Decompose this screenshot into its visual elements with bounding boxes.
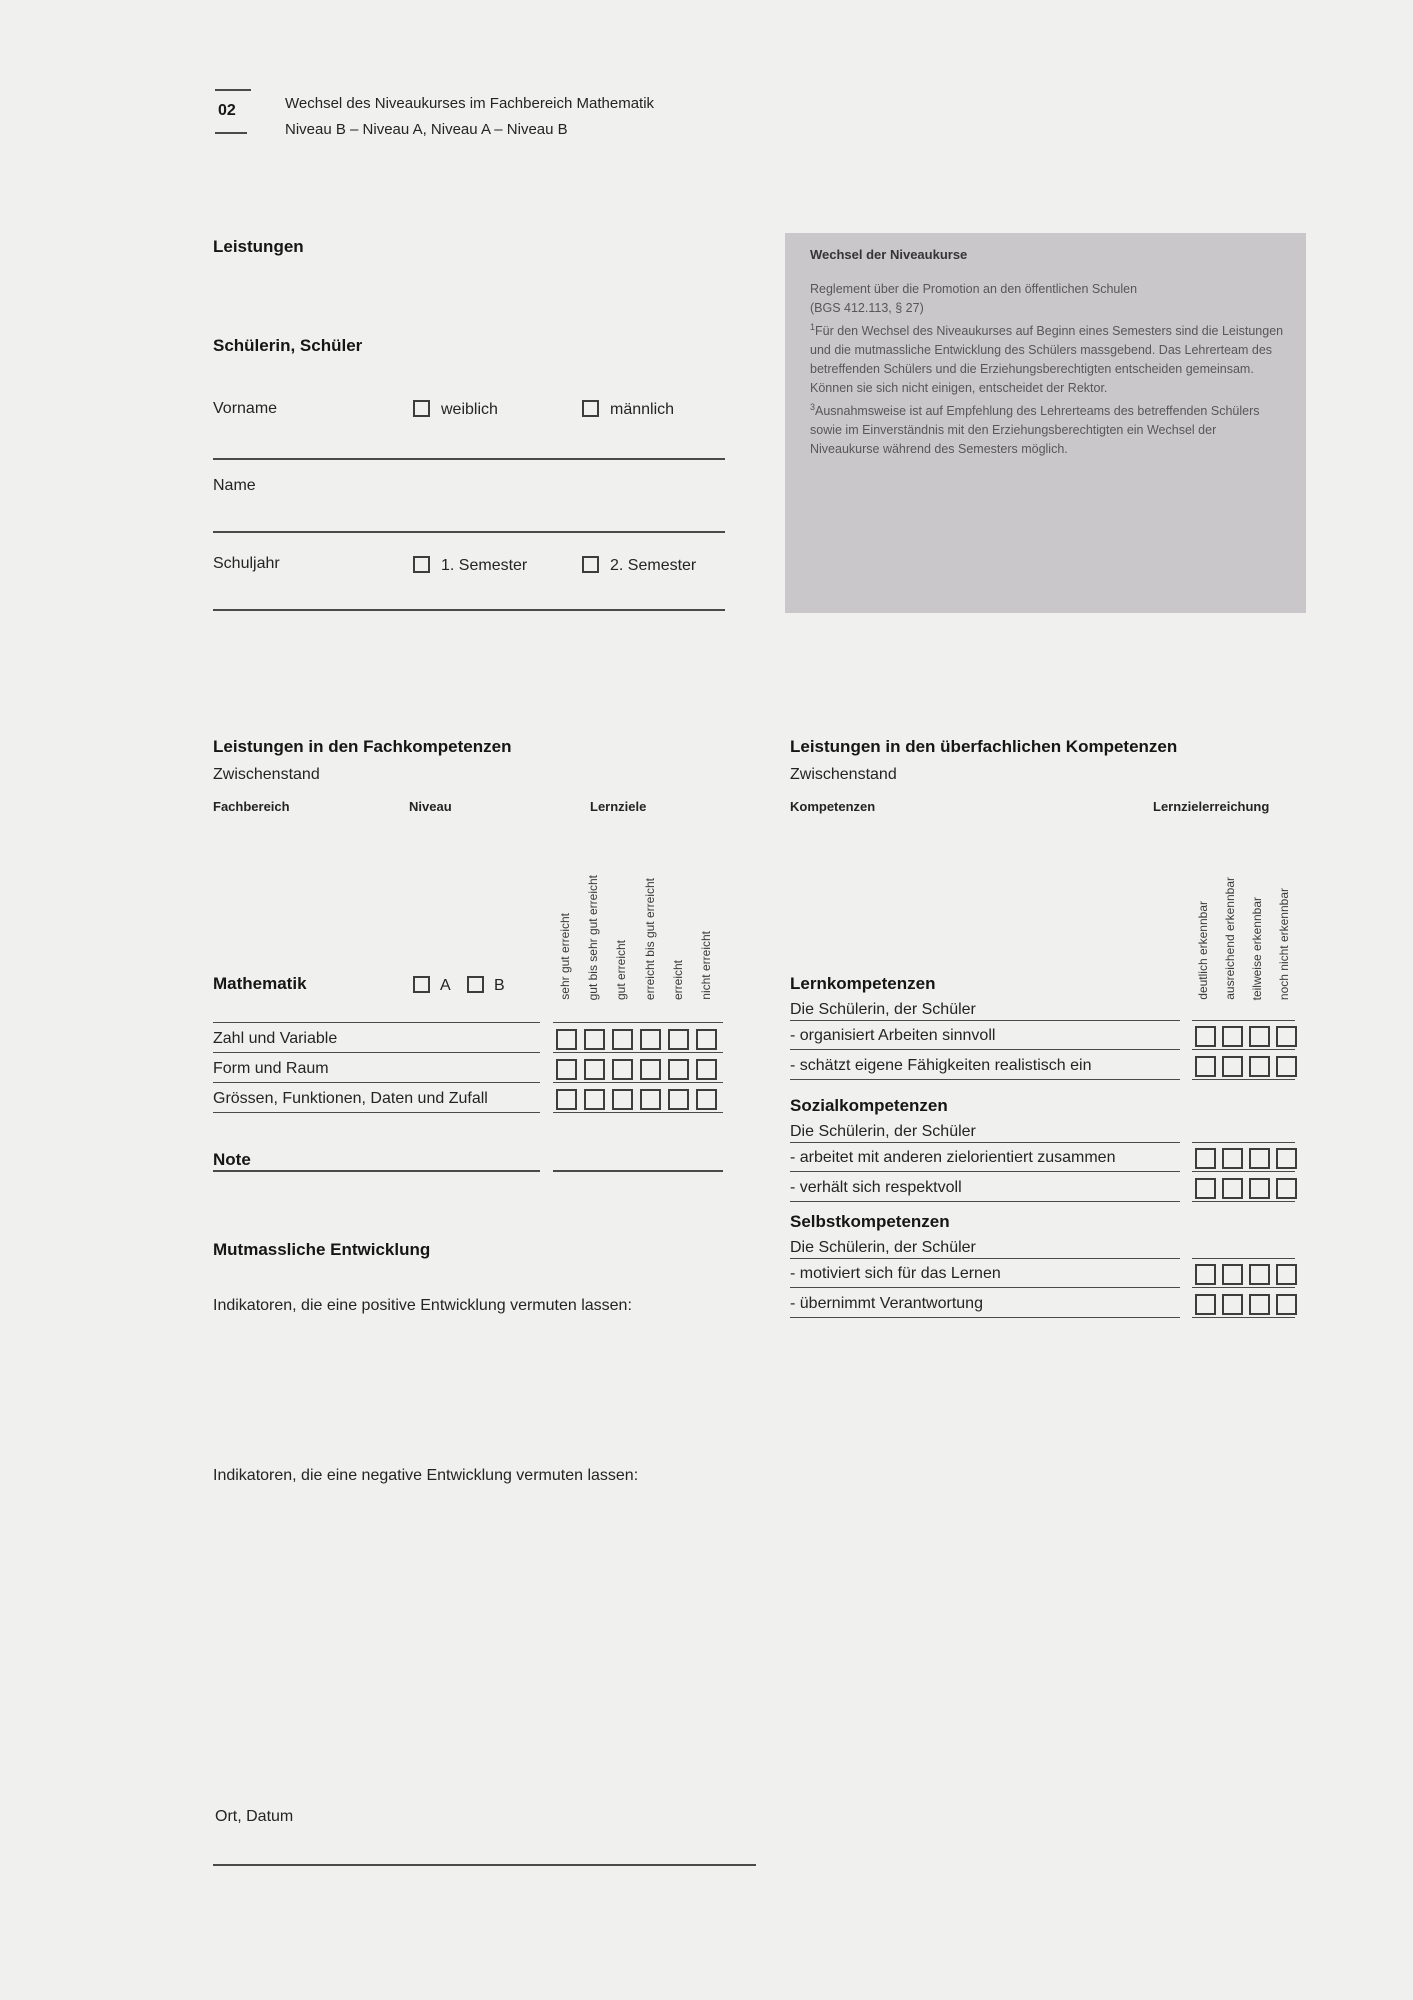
- page-title-line1: Wechsel des Niveaukurses im Fachbereich Mathematik: [285, 95, 655, 112]
- divider: [790, 1142, 1180, 1143]
- checkbox-semester-1[interactable]: [413, 556, 430, 573]
- divider: [790, 1201, 1180, 1202]
- divider: [553, 1052, 723, 1053]
- heading-leistungen: Leistungen: [213, 237, 304, 256]
- divider: [213, 1052, 540, 1053]
- col-header-niveau: Niveau: [409, 799, 452, 814]
- schuljahr-line[interactable]: [213, 609, 725, 611]
- checkbox[interactable]: [556, 1029, 577, 1050]
- subheading-zwischenstand-rechts: Zwischenstand: [790, 766, 897, 783]
- checkbox[interactable]: [1195, 1264, 1216, 1285]
- divider: [790, 1287, 1180, 1288]
- divider: [553, 1082, 723, 1083]
- checkbox[interactable]: [1195, 1148, 1216, 1169]
- divider: [790, 1258, 1180, 1259]
- divider: [790, 1317, 1180, 1318]
- checkbox[interactable]: [1276, 1264, 1297, 1285]
- checkbox[interactable]: [1222, 1264, 1243, 1285]
- group-heading: Selbstkompetenzen: [790, 1212, 950, 1231]
- checkbox[interactable]: [1276, 1148, 1297, 1169]
- checkbox[interactable]: [1195, 1294, 1216, 1315]
- info-box-regulation: Reglement über die Promotion an den öffentlichen Schulen (BGS 412.113, § 27): [810, 282, 1138, 315]
- scale-label-nicht-erreicht: nicht erreicht: [699, 931, 713, 1000]
- item-checkboxes: [1195, 1178, 1297, 1199]
- divider: [1192, 1317, 1295, 1318]
- checkbox[interactable]: [1222, 1178, 1243, 1199]
- group-heading: Sozialkompetenzen: [790, 1096, 948, 1115]
- checkbox[interactable]: [640, 1089, 661, 1110]
- fach-row-checkboxes: [556, 1059, 717, 1080]
- divider: [790, 1171, 1180, 1172]
- checkbox[interactable]: [1276, 1026, 1297, 1047]
- divider: [1192, 1258, 1295, 1259]
- item-label: - übernimmt Verantwortung: [790, 1295, 983, 1312]
- checkbox[interactable]: [1222, 1148, 1243, 1169]
- checkbox[interactable]: [696, 1059, 717, 1080]
- fach-row-label: Zahl und Variable: [213, 1030, 338, 1047]
- checkbox[interactable]: [1276, 1178, 1297, 1199]
- semester-2-label: 2. Semester: [610, 557, 697, 574]
- divider: [1192, 1049, 1295, 1050]
- checkbox[interactable]: [584, 1089, 605, 1110]
- item-checkboxes: [1195, 1026, 1297, 1047]
- group-intro: Die Schülerin, der Schüler: [790, 1123, 976, 1140]
- negative-indikatoren-label: Indikatoren, die eine negative Entwicklung vermuten lassen:: [213, 1467, 639, 1484]
- divider: [553, 1112, 723, 1113]
- checkbox[interactable]: [696, 1029, 717, 1050]
- item-label: - motiviert sich für das Lernen: [790, 1265, 1001, 1282]
- scale-label-erreicht-bis-gut-erreicht: erreicht bis gut erreicht: [643, 877, 657, 1000]
- checkbox[interactable]: [1222, 1056, 1243, 1077]
- checkbox[interactable]: [1249, 1148, 1270, 1169]
- checkbox[interactable]: [668, 1059, 689, 1080]
- positive-indikatoren-label: Indikatoren, die eine positive Entwicklung vermuten lassen:: [213, 1297, 632, 1314]
- group-intro: Die Schülerin, der Schüler: [790, 1001, 976, 1018]
- checkbox-maennlich[interactable]: [582, 400, 599, 417]
- checkbox[interactable]: [668, 1089, 689, 1110]
- vorname-label: Vorname: [213, 400, 278, 417]
- checkbox[interactable]: [1195, 1056, 1216, 1077]
- col-header-fachbereich: Fachbereich: [213, 799, 290, 814]
- checkbox[interactable]: [1195, 1026, 1216, 1047]
- checkbox[interactable]: [1249, 1026, 1270, 1047]
- divider: [213, 1112, 540, 1113]
- divider: [1192, 1020, 1295, 1021]
- niveau-a-label: A: [440, 977, 451, 994]
- item-label: - organisiert Arbeiten sinnvoll: [790, 1027, 996, 1044]
- col-header-lernzielerreichung: Lernzielerreichung: [1153, 799, 1270, 814]
- info-box-paragraph-1: $^1$Für den Wechsel des Niveaukurses auf Beginn eines Semesters sind die Leistungen und die mutmassliche Entwicklung des Schülers massgebend. Das Lehrerteam des betreffenden Schülers und die Erziehungsberechtigten entscheiden gemeinsam. Können sie sich nicht einigen, entscheidet der Rektor.: [810, 322, 1284, 396]
- divider: [213, 1022, 540, 1023]
- divider: [213, 1082, 540, 1083]
- scale-label-sehr-gut-erreicht: sehr gut erreicht: [558, 913, 572, 1000]
- heading-fachkompetenzen: Leistungen in den Fachkompetenzen: [213, 737, 512, 756]
- info-box-paragraph-2: $^3$Ausnahmsweise ist auf Empfehlung des Lehrerteams des betreffenden Schülers sowie im Einverständnis mit den Erziehungsberechtigten ein Wechsel der Niveaukurse während des Semesters möglich.: [810, 402, 1260, 457]
- checkbox[interactable]: [1276, 1056, 1297, 1077]
- scale-label-noch-nicht-erkennbar: noch nicht erkennbar: [1277, 887, 1291, 1000]
- page-number: 02: [218, 102, 236, 119]
- divider: [553, 1022, 723, 1023]
- divider: [790, 1020, 1180, 1021]
- heading-schuelerin-schueler: Schülerin, Schüler: [213, 336, 363, 355]
- checkbox[interactable]: [1249, 1178, 1270, 1199]
- checkbox[interactable]: [668, 1029, 689, 1050]
- divider: [1192, 1171, 1295, 1172]
- schuljahr-label: Schuljahr: [213, 555, 280, 572]
- maennlich-label: männlich: [610, 401, 675, 418]
- ort-datum-label: Ort, Datum: [215, 1808, 294, 1825]
- checkbox-niveau-a[interactable]: [413, 976, 430, 993]
- checkbox[interactable]: [1222, 1026, 1243, 1047]
- checkbox[interactable]: [1249, 1294, 1270, 1315]
- checkbox-weiblich[interactable]: [413, 400, 430, 417]
- fach-row-checkboxes: [556, 1029, 717, 1050]
- semester-1-label: 1. Semester: [441, 557, 528, 574]
- page-title-line2: Niveau B – Niveau A, Niveau A – Niveau B: [285, 121, 568, 138]
- heading-mutmassliche-entwicklung: Mutmassliche Entwicklung: [213, 1240, 431, 1259]
- scale-label-gut-erreicht: gut erreicht: [614, 939, 628, 1000]
- fach-row-checkboxes: [556, 1089, 717, 1110]
- checkbox[interactable]: [612, 1029, 633, 1050]
- group-heading: Lernkompetenzen: [790, 974, 936, 993]
- name-label: Name: [213, 477, 256, 494]
- vorname-line[interactable]: [213, 458, 725, 460]
- info-box: [785, 233, 1306, 613]
- checkbox[interactable]: [1195, 1178, 1216, 1199]
- divider: [1192, 1201, 1295, 1202]
- scale-label-deutlich-erkennbar: deutlich erkennbar: [1196, 901, 1210, 1000]
- scale-label-gut-bis-sehr-gut-erreicht: gut bis sehr gut erreicht: [586, 874, 600, 1000]
- checkbox[interactable]: [1249, 1264, 1270, 1285]
- col-header-kompetenzen: Kompetenzen: [790, 799, 876, 814]
- checkbox[interactable]: [1222, 1294, 1243, 1315]
- item-label: - schätzt eigene Fähigkeiten realistisch ein: [790, 1057, 1092, 1074]
- checkbox[interactable]: [556, 1059, 577, 1080]
- divider: [790, 1049, 1180, 1050]
- checkbox[interactable]: [556, 1089, 577, 1110]
- checkbox[interactable]: [584, 1029, 605, 1050]
- checkbox-semester-2[interactable]: [582, 556, 599, 573]
- checkbox[interactable]: [696, 1089, 717, 1110]
- item-checkboxes: [1195, 1294, 1297, 1315]
- item-checkboxes: [1195, 1056, 1297, 1077]
- checkbox[interactable]: [640, 1029, 661, 1050]
- checkbox[interactable]: [612, 1089, 633, 1110]
- scale-label-erreicht: erreicht: [671, 959, 685, 1000]
- divider: [1192, 1287, 1295, 1288]
- item-label: - arbeitet mit anderen zielorientiert zusammen: [790, 1149, 1116, 1166]
- note-value-line[interactable]: [553, 1170, 723, 1172]
- fach-row-label: Grössen, Funktionen, Daten und Zufall: [213, 1090, 488, 1107]
- checkbox[interactable]: [640, 1059, 661, 1080]
- checkbox[interactable]: [584, 1059, 605, 1080]
- scale-label-ausreichend-erkennbar: ausreichend erkennbar: [1223, 877, 1237, 1000]
- checkbox[interactable]: [1276, 1294, 1297, 1315]
- heading-ueberfachliche-kompetenzen: Leistungen in den überfachlichen Kompetenzen: [790, 737, 1178, 756]
- name-line[interactable]: [213, 531, 725, 533]
- weiblich-label: weiblich: [441, 401, 498, 418]
- page-number-rule-bottom: [215, 132, 247, 134]
- checkbox[interactable]: [1249, 1056, 1270, 1077]
- divider: [790, 1079, 1180, 1080]
- item-checkboxes: [1195, 1148, 1297, 1169]
- ort-datum-line[interactable]: [213, 1864, 756, 1866]
- divider: [1192, 1142, 1295, 1143]
- checkbox[interactable]: [612, 1059, 633, 1080]
- scale-label-teilweise-erkennbar: teilweise erkennbar: [1250, 896, 1264, 1000]
- item-label: - verhält sich respektvoll: [790, 1179, 962, 1196]
- divider: [1192, 1079, 1295, 1080]
- col-header-lernziele: Lernziele: [590, 799, 647, 814]
- subject-mathematik: Mathematik: [213, 974, 307, 993]
- niveau-b-label: B: [494, 977, 505, 994]
- note-label: Note: [213, 1150, 251, 1169]
- subheading-zwischenstand-links: Zwischenstand: [213, 766, 320, 783]
- note-line[interactable]: [213, 1170, 540, 1172]
- info-box-title: Wechsel der Niveaukurse: [810, 247, 968, 262]
- page-number-rule-top: [215, 89, 251, 91]
- item-checkboxes: [1195, 1264, 1297, 1285]
- group-intro: Die Schülerin, der Schüler: [790, 1239, 976, 1256]
- fach-row-label: Form und Raum: [213, 1060, 329, 1077]
- checkbox-niveau-b[interactable]: [467, 976, 484, 993]
